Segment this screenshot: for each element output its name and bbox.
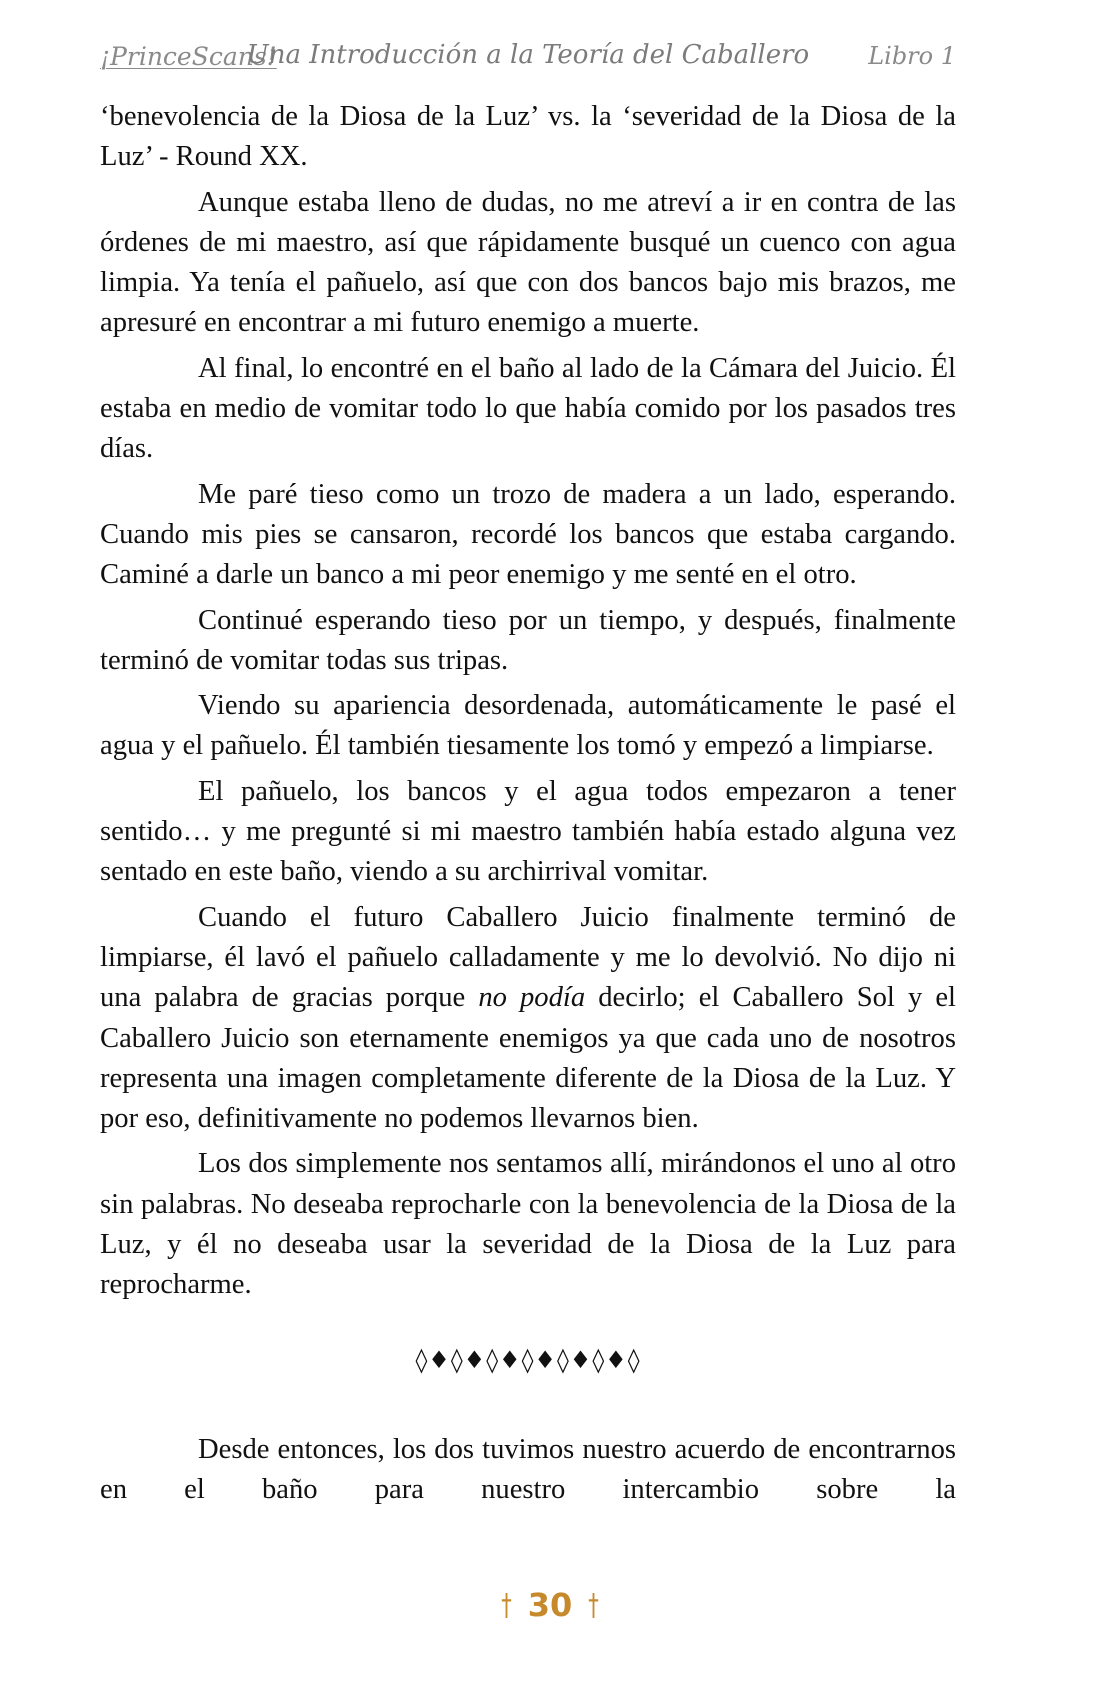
paragraph-2: Aunque estaba lleno de dudas, no me atreví a ir en contra de las órdenes de mi maestro, así que rápidamente busqué un cuenco con agua limpia. Ya tenía el pañuelo, así que con dos bancos bajo mis brazos, me apresuré en encontrar a mi futuro enemigo a muerte. <box>100 186 956 339</box>
paragraph-1: ‘benevolencia de la Diosa de la Luz’ vs. la ‘severidad de la Diosa de la Luz’ - Round XX. <box>100 101 956 173</box>
header-book-title: Una Introducción a la Teoría del Caballero <box>246 40 810 70</box>
paragraph-4: Me paré tieso como un trozo de madera a un lado, esperando. Cuando mis pies se cansaron, recordé los bancos que estaba cargando. Caminé a darle un banco a mi peor enemigo y me senté en el otro. <box>100 478 956 591</box>
paragraph-10: Desde entonces, los dos tuvimos nuestro acuerdo de encontrarnos en el baño para nuestro intercambio sobre la <box>100 1433 956 1505</box>
paragraph-8 <box>100 898 956 1140</box>
running-header <box>100 36 956 76</box>
paragraph-8-before: Cuando el futuro Caballero Juicio finalmente terminó de limpiarse, él lavó el pañuelo calladamente y me lo devolvió. No dijo ni una palabra de gracias porque <box>100 901 956 1014</box>
paragraph-9: Los dos simplemente nos sentamos allí, mirándonos el uno al otro sin palabras. No deseaba reprocharle con la benevolencia de la Diosa de la Luz, y él no deseaba usar la severidad de la Diosa de la Luz para reprocharme. <box>100 1148 956 1301</box>
paragraph-8-after: decirlo; el Caballero Sol y el Caballero Juicio son eternamente enemigos ya que cada uno de nosotros representa una imagen completamente diferente de la Diosa de la Luz. Y por eso, definitivamente no podemos llevarnos bien. <box>100 982 956 1135</box>
page-number: 30 <box>527 1586 573 1624</box>
paragraph-3: Al final, lo encontré en el baño al lado de la Cámara del Juicio. Él estaba en medio de vomitar todo lo que había comido por los pasados tres días. <box>100 352 956 465</box>
paragraph-6: Viendo su apariencia desordenada, automáticamente le pasé el agua y el pañuelo. Él también tiesamente los tomó y empezó a limpiarse. <box>100 690 956 762</box>
paragraph-8-emphasis: no podía <box>478 982 586 1014</box>
paragraph-7: El pañuelo, los bancos y el agua todos empezaron a tener sentido… y me pregunté si mi maestro también había estado alguna vez sentado en este baño, viendo a su archirrival vomitar. <box>100 775 956 888</box>
dagger-ornament-right-icon: † <box>588 1587 600 1623</box>
paragraph-5: Continué esperando tieso por un tiempo, y después, finalmente terminó de vomitar todas sus tripas. <box>100 604 956 676</box>
header-scanlator-link[interactable]: ¡PrinceScans! <box>100 42 277 71</box>
scene-break-divider: ◊♦◊♦◊♦◊♦◊♦◊♦◊ <box>415 1345 641 1374</box>
page-body <box>100 97 956 1510</box>
header-volume-label: Libro 1 <box>868 42 956 70</box>
page-footer <box>0 1586 1100 1624</box>
dagger-ornament-left-icon: † <box>500 1587 512 1623</box>
